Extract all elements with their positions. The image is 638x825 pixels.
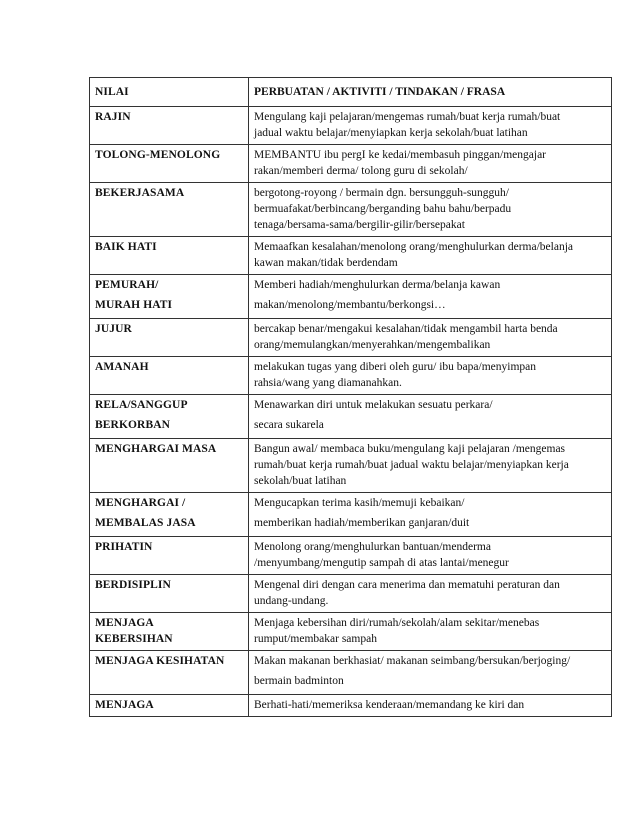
perbuatan-cell [249,537,612,575]
nilai-cell [90,237,249,275]
perbuatan-cell [249,107,612,145]
perbuatan-text: tenaga/bersama-sama/bergilir-gilir/bersepakat [254,219,465,231]
table-row [90,575,612,613]
table-row [90,493,612,537]
perbuatan-cell [249,695,612,717]
table-header-row [90,78,612,107]
perbuatan-text: bergotong-royong / bermain dgn. bersungguh-sungguh/ [254,187,509,199]
values-table [89,77,612,717]
perbuatan-cell [249,651,612,695]
perbuatan-cell [249,319,612,357]
perbuatan-text: /menyumbang/mengutip sampah di atas lantai/menegur [254,557,509,569]
perbuatan-cell [249,357,612,395]
nilai-cell [90,537,249,575]
perbuatan-text: Mengulang kaji pelajaran/mengemas rumah/buat kerja rumah/buat [254,111,561,123]
perbuatan-text: Menawarkan diri untuk melakukan sesuatu perkara/ [254,399,493,411]
table-row [90,107,612,145]
nilai-label: RELA/SANGGUP [95,399,188,411]
perbuatan-text: Menolong orang/menghulurkan bantuan/menderma [254,541,491,553]
nilai-label: BERDISIPLIN [95,579,171,591]
table-row [90,319,612,357]
nilai-label: AMANAH [95,361,149,373]
perbuatan-text: kawan makan/tidak berdendam [254,257,398,269]
nilai-label: MENJAGA [95,699,154,711]
perbuatan-cell [249,183,612,237]
nilai-label: MENGHARGAI / [95,497,186,509]
perbuatan-text: undang-undang. [254,595,329,607]
perbuatan-text: makan/menolong/membantu/berkongsi… [254,299,446,311]
table-row [90,357,612,395]
nilai-label: JUJUR [95,323,132,335]
perbuatan-text: sekolah/buat latihan [254,475,347,487]
nilai-cell [90,493,249,537]
nilai-cell [90,439,249,493]
header-nilai: NILAI [90,78,249,107]
perbuatan-text: bercakap benar/mengakui kesalahan/tidak mengambil harta benda [254,323,558,335]
perbuatan-text: Memaafkan kesalahan/menolong orang/menghulurkan derma/belanja [254,241,574,253]
nilai-cell [90,695,249,717]
perbuatan-cell [249,395,612,439]
nilai-label: MURAH HATI [95,299,173,311]
nilai-cell [90,183,249,237]
perbuatan-text: Mengenal diri dengan cara menerima dan mematuhi peraturan dan [254,579,560,591]
nilai-cell [90,319,249,357]
nilai-cell [90,357,249,395]
nilai-cell [90,107,249,145]
perbuatan-cell [249,237,612,275]
nilai-label: MENJAGA [95,617,154,629]
table-row [90,695,612,717]
perbuatan-cell [249,439,612,493]
values-table-body [90,78,612,717]
perbuatan-cell [249,493,612,537]
perbuatan-text: secara sukarela [254,419,324,431]
perbuatan-cell [249,613,612,651]
perbuatan-text: Berhati-hati/memeriksa kenderaan/memandang ke kiri dan [254,699,525,711]
table-row [90,275,612,319]
perbuatan-cell [249,145,612,183]
perbuatan-text: Memberi hadiah/menghulurkan derma/belanja kawan [254,279,501,291]
table-row [90,613,612,651]
nilai-cell [90,651,249,695]
perbuatan-text: jadual waktu belajar/menyiapkan kerja sekolah/buat latihan [254,127,528,139]
perbuatan-text: rumah/buat kerja rumah/buat jadual waktu belajar/menyiapkan kerja [254,459,569,471]
perbuatan-text: bermain badminton [254,675,344,687]
nilai-label: RAJIN [95,111,131,123]
nilai-label: TOLONG-MENOLONG [95,149,221,161]
perbuatan-text: Menjaga kebersihan diri/rumah/sekolah/alam sekitar/menebas [254,617,540,629]
table-row [90,395,612,439]
perbuatan-text: Makan makanan berkhasiat/ makanan seimbang/bersukan/berjoging/ [254,655,571,667]
nilai-label: BEKERJASAMA [95,187,185,199]
perbuatan-text: rakan/memberi derma/ tolong guru di sekolah/ [254,165,468,177]
nilai-label: PEMURAH/ [95,279,159,291]
perbuatan-text: rahsia/wang yang diamanahkan. [254,377,402,389]
nilai-label: MENGHARGAI MASA [95,443,217,455]
nilai-label: KEBERSIHAN [95,633,173,645]
perbuatan-text: Mengucapkan terima kasih/memuji kebaikan/ [254,497,465,509]
perbuatan-text: MEMBANTU ibu pergI ke kedai/membasuh pinggan/mengajar [254,149,547,161]
nilai-label: BAIK HATI [95,241,157,253]
table-row [90,237,612,275]
nilai-cell [90,145,249,183]
table-row [90,145,612,183]
nilai-cell [90,613,249,651]
nilai-label: MEMBALAS JASA [95,517,196,529]
table-row [90,651,612,695]
nilai-cell [90,575,249,613]
nilai-label: MENJAGA KESIHATAN [95,655,225,667]
perbuatan-text: bermuafakat/berbincang/berganding bahu bahu/berpadu [254,203,512,215]
perbuatan-cell [249,575,612,613]
nilai-label: PRIHATIN [95,541,153,553]
table-row [90,439,612,493]
header-perbuatan: PERBUATAN / AKTIVITI / TINDAKAN / FRASA [249,78,612,107]
nilai-label: BERKORBAN [95,419,171,431]
perbuatan-text: Bangun awal/ membaca buku/mengulang kaji pelajaran /mengemas [254,443,566,455]
perbuatan-text: memberikan hadiah/memberikan ganjaran/duit [254,517,470,529]
nilai-cell [90,395,249,439]
perbuatan-text: rumput/membakar sampah [254,633,377,645]
perbuatan-text: melakukan tugas yang diberi oleh guru/ ibu bapa/menyimpan [254,361,536,373]
perbuatan-text: orang/memulangkan/menyerahkan/mengembalikan [254,339,491,351]
table-row [90,183,612,237]
nilai-cell [90,275,249,319]
perbuatan-cell [249,275,612,319]
table-row [90,537,612,575]
